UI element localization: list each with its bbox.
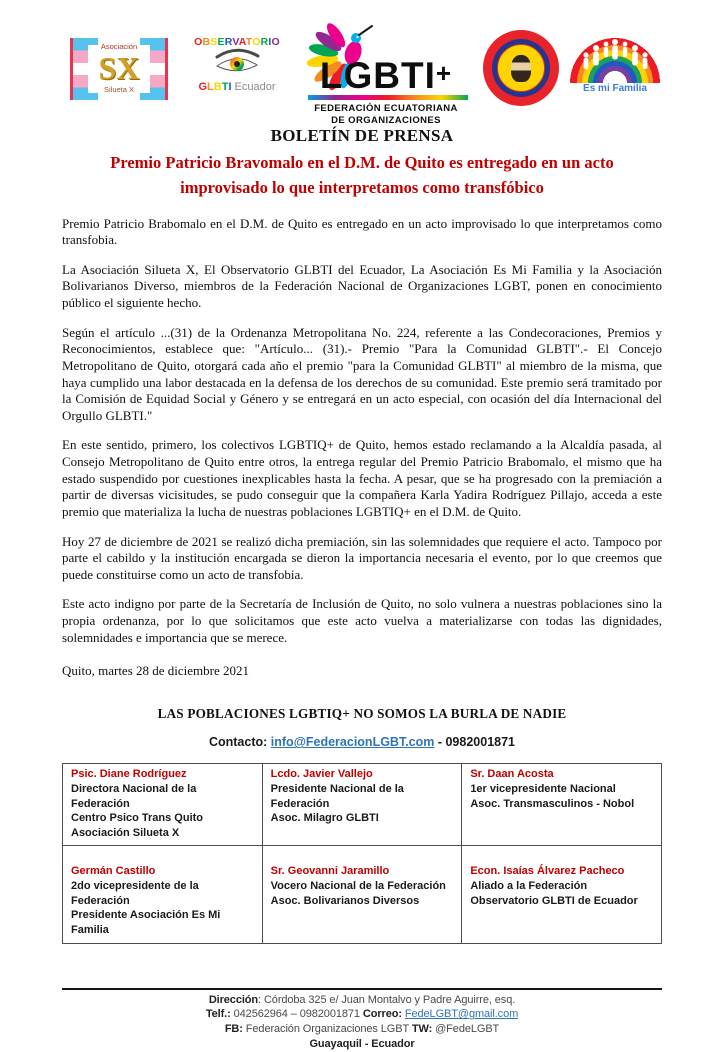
- silueta-x-top-label: Asociación: [100, 42, 138, 51]
- signatory-name: Sr. Geovanni Jaramillo: [270, 865, 390, 878]
- signatory-cell: [262, 764, 462, 846]
- signatory-role: Observatorio GLBTI de Ecuador: [470, 894, 638, 907]
- tw-label: TW:: [411, 1023, 433, 1036]
- signatory-role: Presidente Nacional de la Federación: [270, 782, 404, 810]
- footer-city: Guayaquil - Ecuador: [309, 1038, 415, 1051]
- federacion-acronym: [298, 54, 474, 95]
- federacion-lgbti-logo: [298, 14, 474, 126]
- phone-label: Telf.:: [205, 1008, 231, 1021]
- signatory-role: Directora Nacional de la Federación: [71, 782, 197, 810]
- paragraph-3: Según el artículo ...(31) de la Ordenanza Metropolitana No. 224, referente a las Condecoraciones, Premios y Reconocimientos, establece que: "Artículo... (31).- Premio "Para la Comunidad GLBTI".- El Concejo Metropolitano de Quito, otorgará cada año el premio "para la Comunidad GLBTI" al miembro de la misma, que haya cumplido una labor destacada en la defensa de los derechos de su comunidad. Este premio será tramitado por la Comisión de Equidad Social y Género y se entregará en un acto especial, con ocasión del día Internacional del Orgullo GLBTI.": [62, 324, 662, 423]
- observatorio-country-text: Ecuador: [231, 81, 276, 93]
- footer-address-line: [62, 993, 662, 1008]
- dateline: Quito, martes 28 de diciembre 2021: [62, 663, 250, 679]
- signatory-name: Econ. Isaías Álvarez Pacheco: [470, 865, 625, 878]
- signatory-role: 2do vicepresidente de la Federación: [71, 880, 199, 907]
- contact-phone: - 0982001871: [434, 735, 516, 750]
- paragraph-5: Hoy 27 de diciembre de 2021 se realizó dicha premiación, sin las solemnidades que requiere el acto. Tampoco por parte el cabildo y la institución encargada se dieron la importancia necesaria el evento, por lo que creemos que puede constituirse como un acto de transfobia.: [62, 533, 662, 582]
- signatories-table: [62, 763, 662, 943]
- es-mi-familia-label: Es mi Familia: [583, 83, 647, 94]
- body-text: [62, 216, 662, 647]
- footer: [62, 988, 662, 1052]
- footer-phone-line: [62, 1007, 662, 1022]
- signatory-role: Asociación Silueta X: [71, 826, 180, 839]
- logo-strip: [62, 14, 662, 126]
- address-text: : Córdoba 325 e/ Juan Montalvo y Padre Aguirre, esq.: [258, 993, 516, 1006]
- signatory-role: Asoc. Transmasculinos - Nobol: [470, 797, 635, 810]
- observatorio-glbti-logo: [185, 36, 289, 93]
- page-title: BOLETÍN DE PRENSA: [270, 126, 454, 145]
- federacion-line1: FEDERACIÓN ECUATORIANA: [314, 103, 458, 114]
- plus-sign: +: [435, 58, 453, 88]
- signatory-role: Asoc. Milagro GLBTI: [270, 812, 379, 825]
- press-release-red-headline: Premio Patricio Bravomalo en el D.M. de Quito es entregado en un acto improvisado lo que interpretamos como transfóbico: [110, 153, 614, 197]
- bolivar-portrait-icon: [511, 55, 531, 82]
- contact-email-link[interactable]: info@FederacionLGBT.com: [270, 735, 435, 750]
- phone-numbers: 042562964 – 0982001871: [230, 1008, 363, 1021]
- es-mi-familia-logo: [568, 36, 662, 100]
- contact-label: Contacto:: [208, 735, 271, 750]
- paragraph-4: En este sentido, primero, los colectivos LGBTIQ+ de Quito, hemos estado reclamando a la Alcaldía pasada, al Consejo Metropolitano de Quito entre otros, la entrega regular del Premio Patricio Brabomalo, el mismo que ha estado suspendido por cuestiones inexplicables hasta la fecha. A pesar, que se ha progresado con la premiación a partir de diversas vicisitudes, se pudo conseguir que la compañera Karla Yadira Rodríguez Pillajo, acceda a este premio que materializa la lucha de nuestras poblaciones LGBTIQ+ en el D.M. de Quito.: [62, 437, 662, 519]
- footer-social-line: [62, 1022, 662, 1037]
- federacion-line2: DE ORGANIZACIONES: [331, 115, 441, 126]
- signatory-role: Vocero Nacional de la Federación: [270, 880, 446, 892]
- signatory-role: Asoc. Bolivarianos Diversos: [270, 894, 420, 907]
- paragraph-1: Premio Patricio Brabomalo en el D.M. de Quito es entregado en un acto improvisado lo que interpretamos como transfobia.: [62, 215, 662, 248]
- signatory-cell: [462, 764, 662, 846]
- signatory-cell: [462, 846, 662, 943]
- signatory-role: Presidente Asociación Es Mi Familia: [71, 909, 221, 936]
- signatory-role: 1er vicepresidente Nacional: [470, 782, 616, 795]
- address-label: Dirección: [208, 993, 259, 1006]
- bolivarianos-diversos-logo: [483, 30, 559, 106]
- paragraph-2: La Asociación Silueta X, El Observatorio GLBTI del Ecuador, La Asociación Es Mi Familia y la Asociación Bolivarianos Diverso, miembros de la Federación Nacional de Organizaciones LGBT, ponen en conocimiento público el siguiente hecho.: [62, 261, 662, 310]
- lgbti-text: LGBTI: [319, 55, 436, 96]
- footer-email-link[interactable]: FedeLGBT@gmail.com: [404, 1008, 519, 1021]
- paragraph-6: Este acto indigno por parte de la Secretaría de Inclusión de Quito, no solo vulnera a nuestras poblaciones sino la propia ordenanza, por lo que solicitamos que este acto vuelva a materializarse con todas las dignidades, solemnidades e importancia que se merece.: [62, 596, 662, 645]
- rainbow-eye-icon: [210, 49, 264, 76]
- family-silhouettes-icon: [568, 36, 662, 83]
- silueta-x-bottom-label: Silueta X: [103, 85, 135, 94]
- fb-text: Federación Organizaciones LGBT: [242, 1023, 412, 1036]
- trans-flag-bracket-left-icon: [70, 38, 88, 100]
- observatorio-title: OBSERVATORIO: [194, 36, 280, 48]
- signatory-cell: [262, 846, 462, 943]
- fb-label: FB:: [224, 1023, 243, 1036]
- observatorio-glbti-text: GLBTI: [198, 81, 232, 93]
- rainbow-arch-icon: [568, 36, 662, 83]
- signatory-cell: [63, 764, 263, 846]
- signatory-name: Germán Castillo: [71, 865, 156, 878]
- signatory-name: Lcdo. Javier Vallejo: [270, 768, 373, 781]
- observatorio-subtitle: [185, 81, 289, 93]
- slogan-line: LAS POBLACIONES LGBTIQ+ NO SOMOS LA BURLA DE NADIE: [157, 706, 567, 722]
- signatory-name: Sr. Daan Acosta: [470, 768, 554, 781]
- bolivarianos-yellow-center: [497, 44, 545, 92]
- asociacion-silueta-x-logo: [62, 34, 176, 106]
- bolivarianos-blue-ring: [492, 39, 550, 97]
- table-row: [63, 764, 662, 846]
- signatory-role: Centro Psico Trans Quito: [71, 812, 204, 825]
- contact-line: [62, 735, 662, 749]
- tw-text: @FedeLGBT: [432, 1023, 500, 1036]
- table-row: [63, 846, 662, 943]
- signatory-role: Aliado a la Federación: [470, 880, 588, 892]
- email-label: Correo:: [362, 1008, 402, 1021]
- signatory-name: Psic. Diane Rodríguez: [71, 768, 187, 781]
- silueta-x-letters: SX: [98, 50, 140, 86]
- signatory-cell: [63, 846, 263, 943]
- trans-flag-bracket-right-icon: [150, 38, 168, 100]
